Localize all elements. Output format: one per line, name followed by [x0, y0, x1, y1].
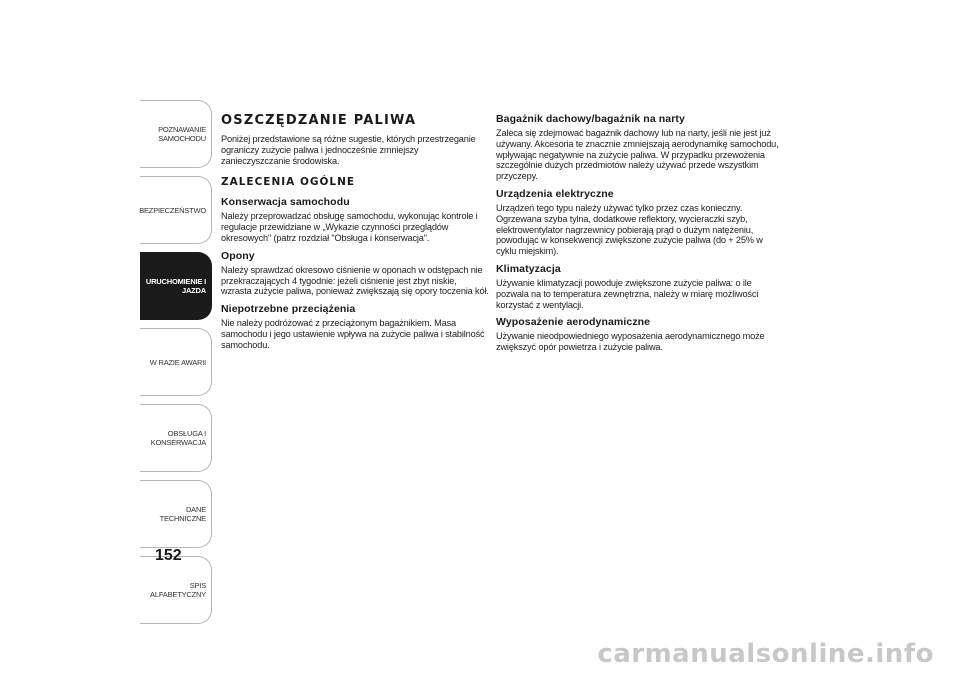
tab-uruchomienie-i-jazda[interactable] — [140, 252, 212, 320]
tab-label: OBSŁUGA I KONSERWACJA — [150, 429, 206, 447]
text-opony: Należy sprawdzać okresowo ciśnienie w oponach w odstępach nie przekraczających 4 tygodnie: jeżeli ciśnienie jest zbyt niskie, wzrasta zużycie paliwa, ponieważ zwiększają się opory toczenia kół. — [221, 264, 489, 297]
tab-spis-alfabetyczny[interactable] — [140, 556, 212, 624]
heading-konserwacja: Konserwacja samochodu — [221, 196, 350, 209]
left-column — [221, 113, 489, 357]
text-bagaznik: Zaleca się zdejmować bagażnik dachowy lub na narty, jeśli nie jest już używany. Akcesoria te znacznie zmniejszają aerodynamikę samochodu, wpływając negatywnie na zużycie paliwa. W przypadku przewożenia szczególnie dużych przedmiotów należy używać przede wszystkim przyczepy. — [496, 128, 779, 182]
tab-label: W RAZIE AWARII — [149, 357, 206, 367]
heading-klimatyzacja: Klimatyzacja — [496, 262, 561, 275]
text-klimatyzacja: Używanie klimatyzacji powoduje zwiększone zużycie paliwa: o ile pozwala na to temperatura zewnętrzna, należy w miarę możliwości korzystać z wentylacji. — [496, 277, 759, 310]
heading-przeciazenia: Niepotrzebne przeciążenia — [221, 303, 356, 316]
section-title: ZALECENIA OGÓLNE — [221, 176, 356, 189]
tab-label: URUCHOMIENIE I JAZDA — [145, 277, 206, 295]
tab-label: DANE TECHNICZNE — [159, 505, 206, 523]
tab-obsluga-i-konserwacja[interactable] — [140, 404, 212, 472]
watermark: carmanualsonline.info — [597, 639, 934, 669]
tab-label: BEZPIECZEŃSTWO — [139, 205, 206, 215]
tab-label: SPIS ALFABETYCZNY — [150, 581, 206, 599]
heading-wyposazenie: Wyposażenie aerodynamiczne — [496, 316, 651, 329]
page-number: 152 — [155, 547, 182, 564]
heading-opony: Opony — [221, 249, 255, 262]
text-przeciazenia: Nie należy podróżować z przeciążonym bagażnikiem. Masa samochodu i jego ustawienie wpływa na zużycie paliwa i stabilność samochodu. — [221, 318, 485, 350]
text-konserwacja: Należy przeprowadzać obsługę samochodu, wykonując kontrole i regulacje przewidziane w „Wykazie czynności przeglądów okresowych" (patrz rozdział "Obsługa i konserwacja". — [221, 211, 478, 243]
tab-w-razie-awarii[interactable] — [140, 328, 212, 396]
tab-bezpieczenstwo[interactable] — [140, 176, 212, 244]
heading-urzadzenia: Urządzenia elektryczne — [496, 187, 614, 200]
intro-paragraph: Poniżej przedstawione są różne sugestie, których przestrzeganie ograniczy zużycie paliwa i jednocześnie zmniejszy zanieczyszczanie środowiska. — [221, 134, 476, 166]
text-wyposazenie: Używanie nieodpowiedniego wyposażenia aerodynamicznego może zwiększyć opór powietrza i zużycie paliwa. — [496, 331, 765, 353]
right-column — [496, 113, 782, 359]
tab-poznawanie-samochodu[interactable] — [140, 100, 212, 168]
text-urzadzenia: Urządzeń tego typu należy używać tylko przez czas konieczny. Ogrzewana szyba tylna, dodatkowe reflektory, wycieraczki szyb, elektrowentylator nagrzewnicy pobierają prąd o dużym natężeniu, powodując w konsekwencji zwiększone zużycie paliwa (do + 25% w cyklu miejskim). — [496, 202, 763, 257]
tab-dane-techniczne[interactable] — [140, 480, 212, 548]
page-title: OSZCZĘDZANIE PALIWA — [221, 113, 417, 128]
tab-label: POZNAWANIE SAMOCHODU — [158, 125, 206, 143]
heading-bagaznik: Bagażnik dachowy/bagażnik na narty — [496, 113, 685, 125]
